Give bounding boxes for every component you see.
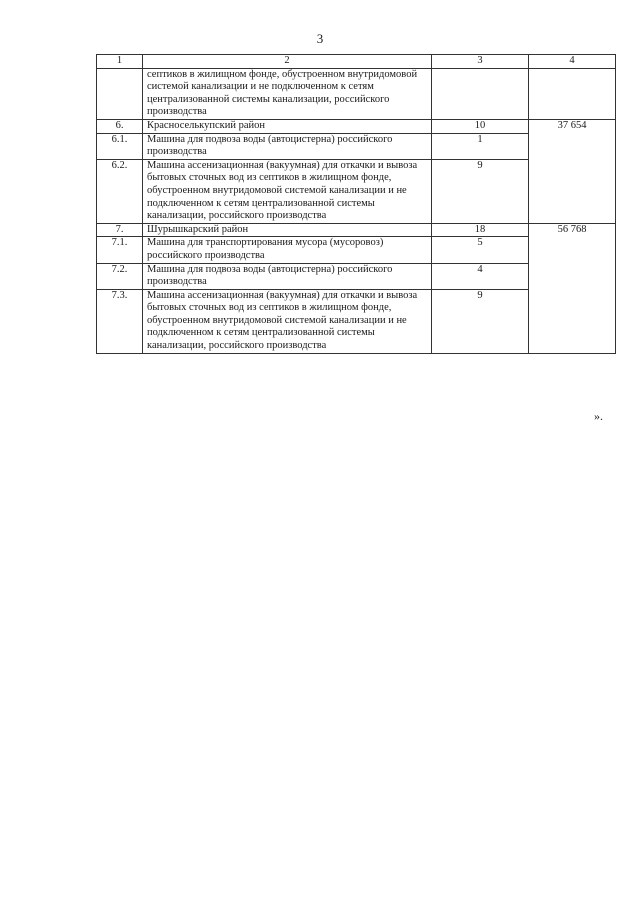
item-name: Машина для подвоза воды (автоцистерна) российского производства bbox=[143, 263, 432, 289]
row-number bbox=[97, 68, 143, 119]
item-name: Машина для подвоза воды (автоцистерна) российского производства bbox=[143, 133, 432, 159]
district-name: Красноселькупский район bbox=[143, 119, 432, 133]
row-amount: 56 768 bbox=[529, 223, 616, 353]
row-count bbox=[432, 68, 529, 119]
closing-quote: ». bbox=[594, 409, 603, 423]
row-amount bbox=[529, 68, 616, 119]
header-col-1: 1 bbox=[97, 55, 143, 69]
row-count: 4 bbox=[432, 263, 529, 289]
row-count: 10 bbox=[432, 119, 529, 133]
header-col-3: 3 bbox=[432, 55, 529, 69]
table-header-row bbox=[97, 55, 616, 69]
row-count: 1 bbox=[432, 133, 529, 159]
row-count: 18 bbox=[432, 223, 529, 237]
row-amount: 37 654 bbox=[529, 119, 616, 223]
row-number: 6. bbox=[97, 119, 143, 133]
table-row-district-7 bbox=[97, 223, 616, 237]
row-count: 9 bbox=[432, 159, 529, 223]
row-number: 6.2. bbox=[97, 159, 143, 223]
vehicles-table bbox=[96, 54, 616, 354]
row-number: 6.1. bbox=[97, 133, 143, 159]
continuation-text: септиков в жилищном фонде, обустроенном внутридомовой системой канализации и не подключенном к сетям централизованной системы канализации, российского производства bbox=[143, 68, 432, 119]
table-row-district-6 bbox=[97, 119, 616, 133]
row-number: 7. bbox=[97, 223, 143, 237]
item-name: Машина для транспортирования мусора (мусоровоз) российского производства bbox=[143, 237, 432, 263]
page-number: 3 bbox=[316, 31, 324, 46]
row-number: 7.1. bbox=[97, 237, 143, 263]
row-number: 7.2. bbox=[97, 263, 143, 289]
district-name: Шурышкарский район bbox=[143, 223, 432, 237]
row-count: 5 bbox=[432, 237, 529, 263]
header-col-2: 2 bbox=[143, 55, 432, 69]
row-count: 9 bbox=[432, 289, 529, 353]
item-name: Машина ассенизационная (вакуумная) для откачки и вывоза бытовых сточных вод из септиков в жилищном фонде, обустроенном внутридомовой системой канализации и не подключенном к сетям централизованной системы канализации, российского производства bbox=[143, 289, 432, 353]
header-col-4: 4 bbox=[529, 55, 616, 69]
item-name: Машина ассенизационная (вакуумная) для откачки и вывоза бытовых сточных вод из септиков в жилищном фонде, обустроенном внутридомовой системой канализации и не подключенном к сетям централизованной системы канализации, российского производства bbox=[143, 159, 432, 223]
table-row bbox=[97, 68, 616, 119]
row-number: 7.3. bbox=[97, 289, 143, 353]
